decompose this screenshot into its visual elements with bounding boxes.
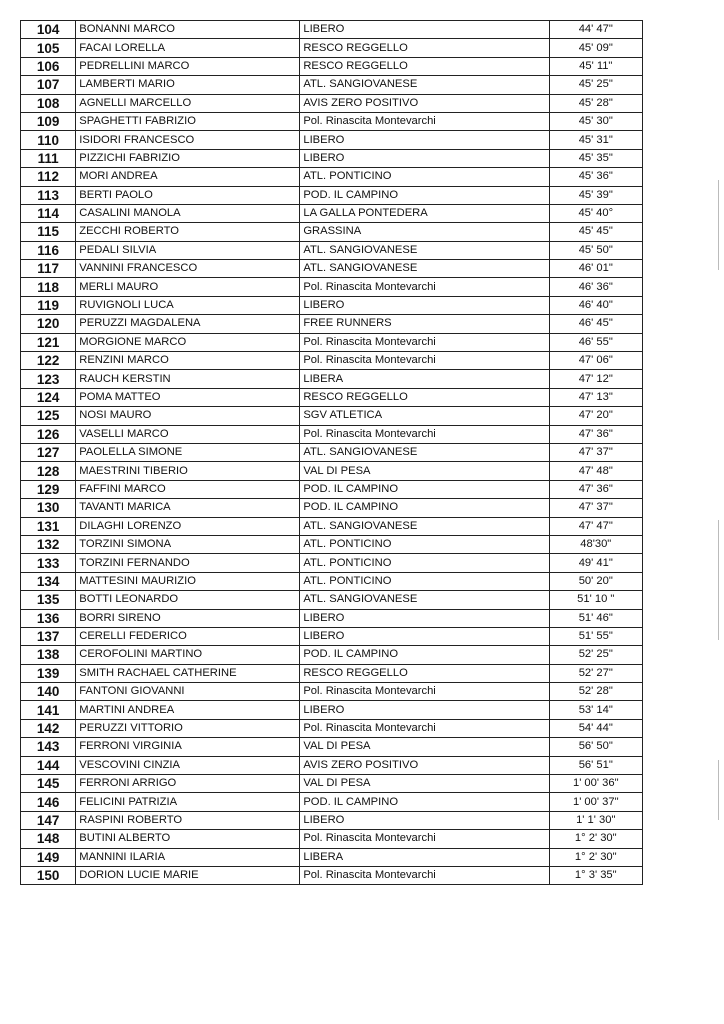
scan-edge-mark — [718, 520, 719, 640]
table-row — [21, 480, 643, 498]
finish-time-cell: 56' 51" — [549, 756, 642, 774]
athlete-name-cell: MATTESINI MAURIZIO — [76, 572, 300, 590]
club-cell: Pol. Rinascita Montevarchi — [300, 425, 549, 443]
athlete-name-cell: RENZINI MARCO — [76, 352, 300, 370]
club-cell: VAL DI PESA — [300, 462, 549, 480]
table-row — [21, 701, 643, 719]
finish-time-cell: 54' 44" — [549, 719, 642, 737]
position-cell: 121 — [21, 333, 76, 351]
club-cell: RESCO REGGELLO — [300, 57, 549, 75]
athlete-name-cell: RAUCH KERSTIN — [76, 370, 300, 388]
club-cell: ATL. SANGIOVANESE — [300, 517, 549, 535]
finish-time-cell: 46' 01" — [549, 260, 642, 278]
athlete-name-cell: BORRI SIRENO — [76, 609, 300, 627]
results-table — [20, 20, 643, 885]
table-row — [21, 57, 643, 75]
position-cell: 148 — [21, 830, 76, 848]
table-row — [21, 738, 643, 756]
position-cell: 147 — [21, 811, 76, 829]
athlete-name-cell: VESCOVINI CINZIA — [76, 756, 300, 774]
finish-time-cell: 45' 28" — [549, 94, 642, 112]
athlete-name-cell: AGNELLI MARCELLO — [76, 94, 300, 112]
table-row — [21, 39, 643, 57]
athlete-name-cell: VANNINI FRANCESCO — [76, 260, 300, 278]
position-cell: 145 — [21, 775, 76, 793]
finish-time-cell: 51' 10 " — [549, 591, 642, 609]
table-row — [21, 186, 643, 204]
position-cell: 116 — [21, 241, 76, 259]
athlete-name-cell: PAOLELLA SIMONE — [76, 443, 300, 461]
club-cell: RESCO REGGELLO — [300, 664, 549, 682]
finish-time-cell: 1' 00' 36" — [549, 775, 642, 793]
finish-time-cell: 56' 50" — [549, 738, 642, 756]
position-cell: 149 — [21, 848, 76, 866]
finish-time-cell: 45' 50" — [549, 241, 642, 259]
position-cell: 110 — [21, 131, 76, 149]
table-row — [21, 591, 643, 609]
club-cell: LIBERA — [300, 848, 549, 866]
position-cell: 104 — [21, 21, 76, 39]
position-cell: 107 — [21, 76, 76, 94]
finish-time-cell: 45' 11" — [549, 57, 642, 75]
table-row — [21, 21, 643, 39]
position-cell: 138 — [21, 646, 76, 664]
position-cell: 120 — [21, 315, 76, 333]
athlete-name-cell: PEDRELLINI MARCO — [76, 57, 300, 75]
table-row — [21, 296, 643, 314]
results-table-body — [21, 21, 643, 885]
athlete-name-cell: BUTINI ALBERTO — [76, 830, 300, 848]
position-cell: 127 — [21, 443, 76, 461]
finish-time-cell: 1' 1' 30" — [549, 811, 642, 829]
club-cell: AVIS ZERO POSITIVO — [300, 756, 549, 774]
club-cell: LIBERA — [300, 370, 549, 388]
club-cell: LIBERO — [300, 701, 549, 719]
club-cell: Pol. Rinascita Montevarchi — [300, 278, 549, 296]
position-cell: 150 — [21, 866, 76, 884]
finish-time-cell: 47' 20" — [549, 407, 642, 425]
athlete-name-cell: FERRONI ARRIGO — [76, 775, 300, 793]
finish-time-cell: 1° 2' 30" — [549, 848, 642, 866]
finish-time-cell: 46' 36" — [549, 278, 642, 296]
table-row — [21, 131, 643, 149]
club-cell: POD. IL CAMPINO — [300, 793, 549, 811]
table-row — [21, 775, 643, 793]
finish-time-cell: 45' 45" — [549, 223, 642, 241]
table-row — [21, 646, 643, 664]
table-row — [21, 848, 643, 866]
club-cell: Pol. Rinascita Montevarchi — [300, 112, 549, 130]
finish-time-cell: 45' 30" — [549, 112, 642, 130]
athlete-name-cell: MERLI MAURO — [76, 278, 300, 296]
finish-time-cell: 1° 2' 30" — [549, 830, 642, 848]
position-cell: 115 — [21, 223, 76, 241]
table-row — [21, 333, 643, 351]
finish-time-cell: 1° 3' 35" — [549, 866, 642, 884]
athlete-name-cell: CASALINI MANOLA — [76, 204, 300, 222]
position-cell: 128 — [21, 462, 76, 480]
table-row — [21, 443, 643, 461]
finish-time-cell: 46' 55" — [549, 333, 642, 351]
table-row — [21, 149, 643, 167]
finish-time-cell: 1' 00' 37" — [549, 793, 642, 811]
position-cell: 143 — [21, 738, 76, 756]
table-row — [21, 388, 643, 406]
club-cell: LIBERO — [300, 811, 549, 829]
athlete-name-cell: MAESTRINI TIBERIO — [76, 462, 300, 480]
position-cell: 136 — [21, 609, 76, 627]
club-cell: ATL. SANGIOVANESE — [300, 443, 549, 461]
table-row — [21, 241, 643, 259]
club-cell: POD. IL CAMPINO — [300, 480, 549, 498]
athlete-name-cell: BOTTI LEONARDO — [76, 591, 300, 609]
club-cell: ATL. SANGIOVANESE — [300, 260, 549, 278]
position-cell: 132 — [21, 535, 76, 553]
table-row — [21, 517, 643, 535]
table-row — [21, 683, 643, 701]
athlete-name-cell: POMA MATTEO — [76, 388, 300, 406]
athlete-name-cell: ISIDORI FRANCESCO — [76, 131, 300, 149]
athlete-name-cell: MORGIONE MARCO — [76, 333, 300, 351]
finish-time-cell: 48'30" — [549, 535, 642, 553]
table-row — [21, 315, 643, 333]
athlete-name-cell: BERTI PAOLO — [76, 186, 300, 204]
club-cell: POD. IL CAMPINO — [300, 646, 549, 664]
athlete-name-cell: PERUZZI VITTORIO — [76, 719, 300, 737]
finish-time-cell: 45' 09" — [549, 39, 642, 57]
athlete-name-cell: LAMBERTI MARIO — [76, 76, 300, 94]
position-cell: 119 — [21, 296, 76, 314]
club-cell: Pol. Rinascita Montevarchi — [300, 352, 549, 370]
position-cell: 117 — [21, 260, 76, 278]
club-cell: VAL DI PESA — [300, 775, 549, 793]
club-cell: POD. IL CAMPINO — [300, 499, 549, 517]
table-row — [21, 609, 643, 627]
athlete-name-cell: CEROFOLINI MARTINO — [76, 646, 300, 664]
table-row — [21, 168, 643, 186]
finish-time-cell: 46' 40" — [549, 296, 642, 314]
club-cell: AVIS ZERO POSITIVO — [300, 94, 549, 112]
table-row — [21, 756, 643, 774]
club-cell: LIBERO — [300, 609, 549, 627]
finish-time-cell: 45' 35" — [549, 149, 642, 167]
table-row — [21, 719, 643, 737]
athlete-name-cell: DORION LUCIE MARIE — [76, 866, 300, 884]
finish-time-cell: 50' 20" — [549, 572, 642, 590]
position-cell: 122 — [21, 352, 76, 370]
club-cell: Pol. Rinascita Montevarchi — [300, 333, 549, 351]
finish-time-cell: 47' 48" — [549, 462, 642, 480]
club-cell: Pol. Rinascita Montevarchi — [300, 719, 549, 737]
athlete-name-cell: TORZINI SIMONA — [76, 535, 300, 553]
position-cell: 129 — [21, 480, 76, 498]
position-cell: 130 — [21, 499, 76, 517]
athlete-name-cell: FERRONI VIRGINIA — [76, 738, 300, 756]
finish-time-cell: 47' 13" — [549, 388, 642, 406]
athlete-name-cell: MANNINI ILARIA — [76, 848, 300, 866]
club-cell: LIBERO — [300, 149, 549, 167]
table-row — [21, 278, 643, 296]
position-cell: 113 — [21, 186, 76, 204]
athlete-name-cell: SPAGHETTI FABRIZIO — [76, 112, 300, 130]
athlete-name-cell: FAFFINI MARCO — [76, 480, 300, 498]
table-row — [21, 76, 643, 94]
position-cell: 137 — [21, 627, 76, 645]
finish-time-cell: 45' 40° — [549, 204, 642, 222]
finish-time-cell: 47' 47" — [549, 517, 642, 535]
position-cell: 135 — [21, 591, 76, 609]
table-row — [21, 462, 643, 480]
position-cell: 109 — [21, 112, 76, 130]
position-cell: 133 — [21, 554, 76, 572]
athlete-name-cell: TORZINI FERNANDO — [76, 554, 300, 572]
table-row — [21, 223, 643, 241]
athlete-name-cell: DILAGHI LORENZO — [76, 517, 300, 535]
club-cell: FREE RUNNERS — [300, 315, 549, 333]
finish-time-cell: 52' 28" — [549, 683, 642, 701]
table-row — [21, 112, 643, 130]
position-cell: 144 — [21, 756, 76, 774]
table-row — [21, 407, 643, 425]
athlete-name-cell: ZECCHI ROBERTO — [76, 223, 300, 241]
finish-time-cell: 45' 36" — [549, 168, 642, 186]
table-row — [21, 260, 643, 278]
athlete-name-cell: PEDALI SILVIA — [76, 241, 300, 259]
athlete-name-cell: FELICINI PATRIZIA — [76, 793, 300, 811]
athlete-name-cell: SMITH RACHAEL CATHERINE — [76, 664, 300, 682]
position-cell: 118 — [21, 278, 76, 296]
finish-time-cell: 46' 45" — [549, 315, 642, 333]
athlete-name-cell: MARTINI ANDREA — [76, 701, 300, 719]
position-cell: 146 — [21, 793, 76, 811]
position-cell: 111 — [21, 149, 76, 167]
position-cell: 139 — [21, 664, 76, 682]
club-cell: LIBERO — [300, 627, 549, 645]
table-row — [21, 866, 643, 884]
position-cell: 108 — [21, 94, 76, 112]
table-row — [21, 793, 643, 811]
table-row — [21, 94, 643, 112]
club-cell: LIBERO — [300, 296, 549, 314]
finish-time-cell: 45' 39" — [549, 186, 642, 204]
position-cell: 114 — [21, 204, 76, 222]
finish-time-cell: 45' 31" — [549, 131, 642, 149]
club-cell: GRASSINA — [300, 223, 549, 241]
table-row — [21, 425, 643, 443]
position-cell: 141 — [21, 701, 76, 719]
table-row — [21, 572, 643, 590]
position-cell: 106 — [21, 57, 76, 75]
position-cell: 105 — [21, 39, 76, 57]
table-row — [21, 627, 643, 645]
club-cell: ATL. PONTICINO — [300, 168, 549, 186]
finish-time-cell: 52' 25" — [549, 646, 642, 664]
position-cell: 125 — [21, 407, 76, 425]
athlete-name-cell: CERELLI FEDERICO — [76, 627, 300, 645]
position-cell: 124 — [21, 388, 76, 406]
position-cell: 126 — [21, 425, 76, 443]
club-cell: LIBERO — [300, 21, 549, 39]
finish-time-cell: 47' 37" — [549, 443, 642, 461]
finish-time-cell: 47' 37" — [549, 499, 642, 517]
position-cell: 140 — [21, 683, 76, 701]
finish-time-cell: 45' 25" — [549, 76, 642, 94]
club-cell: POD. IL CAMPINO — [300, 186, 549, 204]
athlete-name-cell: RASPINI ROBERTO — [76, 811, 300, 829]
position-cell: 123 — [21, 370, 76, 388]
table-row — [21, 204, 643, 222]
club-cell: RESCO REGGELLO — [300, 388, 549, 406]
club-cell: ATL. PONTICINO — [300, 572, 549, 590]
table-row — [21, 352, 643, 370]
athlete-name-cell: NOSI MAURO — [76, 407, 300, 425]
position-cell: 134 — [21, 572, 76, 590]
finish-time-cell: 49' 41" — [549, 554, 642, 572]
club-cell: Pol. Rinascita Montevarchi — [300, 866, 549, 884]
athlete-name-cell: TAVANTI MARICA — [76, 499, 300, 517]
athlete-name-cell: MORI ANDREA — [76, 168, 300, 186]
table-row — [21, 499, 643, 517]
finish-time-cell: 47' 06" — [549, 352, 642, 370]
finish-time-cell: 47' 36" — [549, 425, 642, 443]
finish-time-cell: 51' 55" — [549, 627, 642, 645]
athlete-name-cell: FANTONI GIOVANNI — [76, 683, 300, 701]
club-cell: ATL. PONTICINO — [300, 535, 549, 553]
table-row — [21, 830, 643, 848]
athlete-name-cell: FACAI LORELLA — [76, 39, 300, 57]
club-cell: ATL. SANGIOVANESE — [300, 241, 549, 259]
club-cell: VAL DI PESA — [300, 738, 549, 756]
athlete-name-cell: BONANNI MARCO — [76, 21, 300, 39]
table-row — [21, 664, 643, 682]
athlete-name-cell: PIZZICHI FABRIZIO — [76, 149, 300, 167]
scan-edge-mark — [718, 760, 719, 820]
position-cell: 112 — [21, 168, 76, 186]
athlete-name-cell: RUVIGNOLI LUCA — [76, 296, 300, 314]
table-row — [21, 370, 643, 388]
club-cell: Pol. Rinascita Montevarchi — [300, 830, 549, 848]
table-row — [21, 811, 643, 829]
club-cell: ATL. SANGIOVANESE — [300, 591, 549, 609]
finish-time-cell: 52' 27" — [549, 664, 642, 682]
athlete-name-cell: VASELLI MARCO — [76, 425, 300, 443]
club-cell: ATL. PONTICINO — [300, 554, 549, 572]
club-cell: ATL. SANGIOVANESE — [300, 76, 549, 94]
club-cell: Pol. Rinascita Montevarchi — [300, 683, 549, 701]
position-cell: 131 — [21, 517, 76, 535]
club-cell: SGV ATLETICA — [300, 407, 549, 425]
finish-time-cell: 53' 14" — [549, 701, 642, 719]
table-row — [21, 554, 643, 572]
finish-time-cell: 44' 47" — [549, 21, 642, 39]
athlete-name-cell: PERUZZI MAGDALENA — [76, 315, 300, 333]
table-row — [21, 535, 643, 553]
club-cell: LIBERO — [300, 131, 549, 149]
finish-time-cell: 51' 46" — [549, 609, 642, 627]
scan-edge-mark — [718, 180, 719, 270]
finish-time-cell: 47' 36" — [549, 480, 642, 498]
position-cell: 142 — [21, 719, 76, 737]
finish-time-cell: 47' 12" — [549, 370, 642, 388]
club-cell: LA GALLA PONTEDERA — [300, 204, 549, 222]
club-cell: RESCO REGGELLO — [300, 39, 549, 57]
